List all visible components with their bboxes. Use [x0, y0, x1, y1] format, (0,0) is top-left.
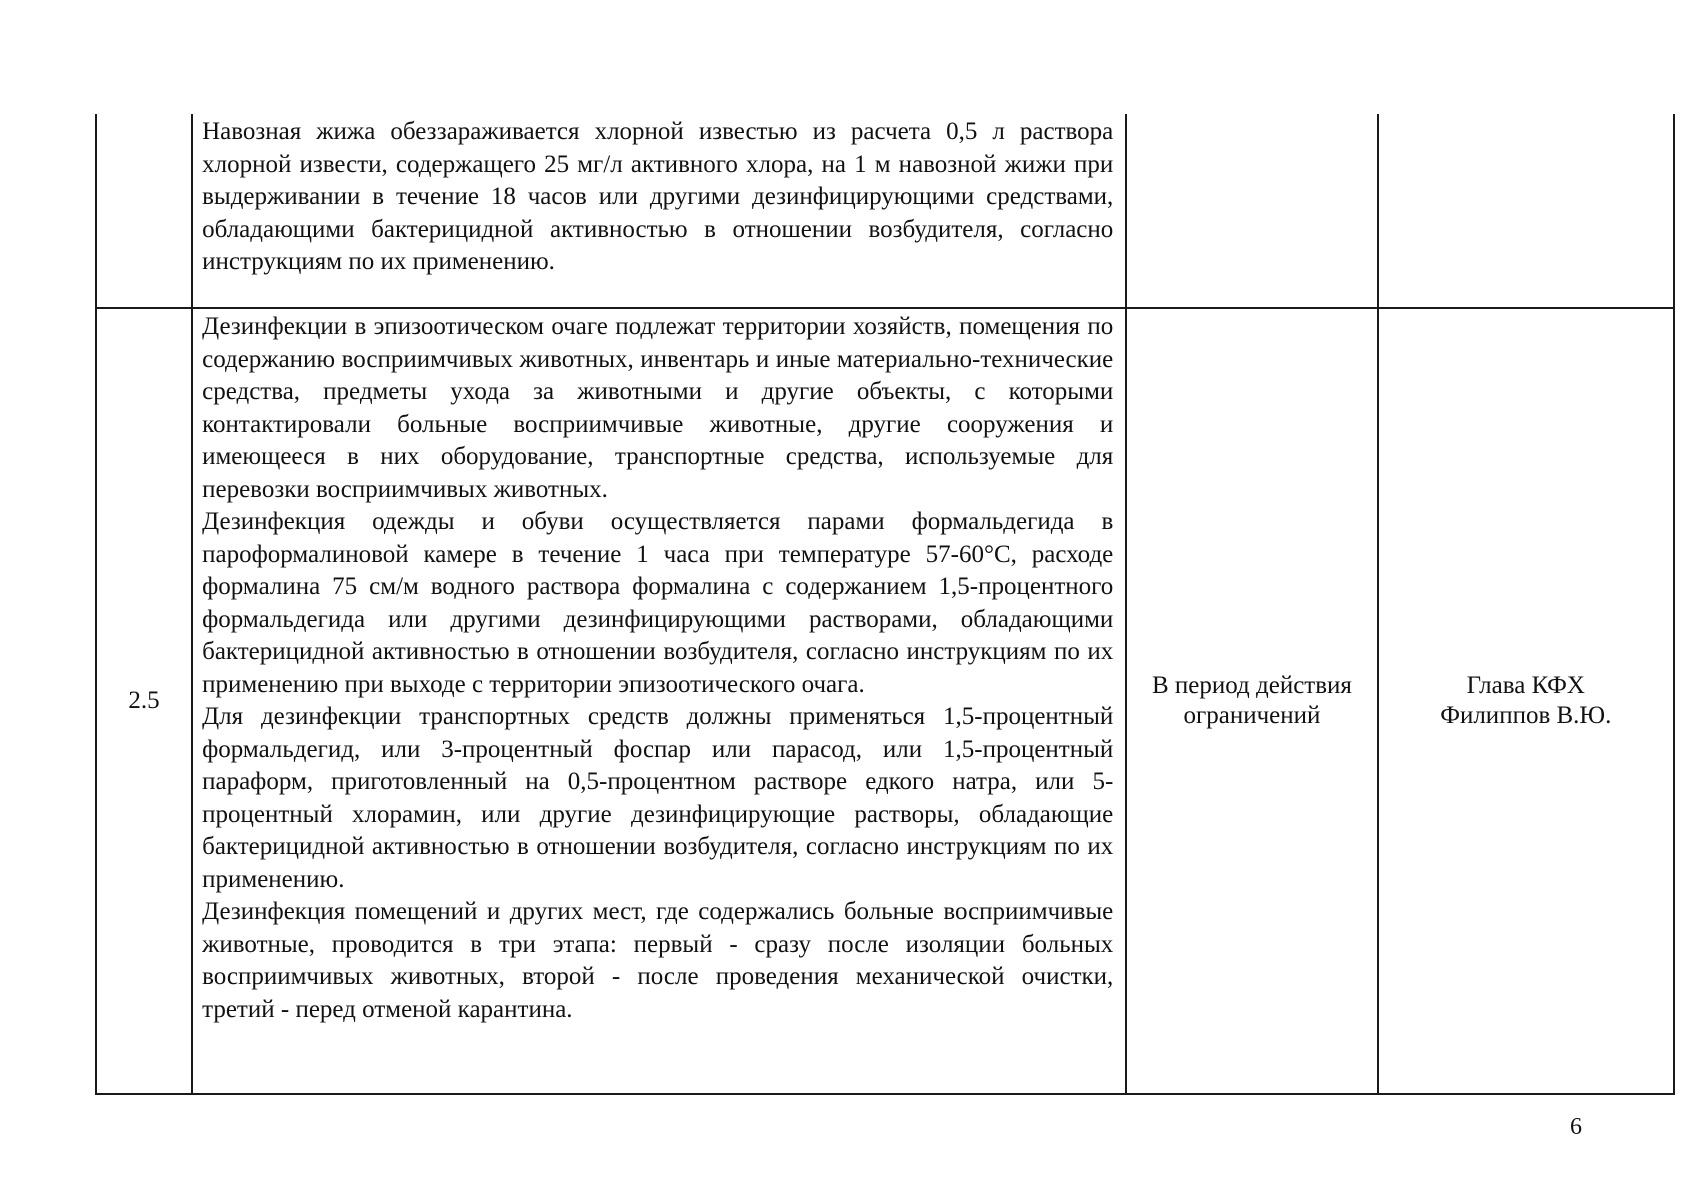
table-row: [96, 114, 1674, 308]
period-line: ограничений: [1183, 702, 1321, 729]
table-row: [96, 308, 1674, 1094]
measure-paragraph: Дезинфекции в эпизоотическом очаге подлежат территории хозяйств, помещения по содержанию восприимчивых животных, инвентарь и иные материально-технические средства, предметы ухода за животными и другие объекты, с которыми контактировали больные восприимчивые животные, другие сооружения и имеющееся в них оборудование, транспортные средства, используемые для перевозки восприимчивых животных.: [202, 313, 1114, 503]
period-line: В период действия: [1151, 672, 1352, 699]
responsible-line: Глава КФХ: [1466, 672, 1585, 699]
measure-paragraph: Дезинфекция одежды и обуви осуществляется парами формальдегида в пароформалиновой камере в течение 1 часа при температуре 57-60°С, расходе формалина 75 см/м водного раствора формалина с содержанием 1,5-процентного формальдегида или другими дезинфицирующими растворами, обладающими бактерицидной активностью в отношении возбудителя, согласно инструкциям по их применению при выходе с территории эпизоотического очага.: [202, 508, 1114, 698]
responsible-cell: [1378, 308, 1674, 1094]
period-cell: [1126, 308, 1377, 1094]
page-number: 6: [1570, 1114, 1582, 1140]
measure-text-cell: [192, 114, 1126, 308]
row-number-cell: 2.5: [96, 308, 192, 1094]
measure-paragraph: Для дезинфекции транспортных средств должны применяться 1,5-процентный формальдегид, или 3-процентный фоспар или парасод, или 1,5-процентный параформ, приготовленный на 0,5-процентном растворе едкого натра, или 5-процентный хлорамин, или другие дезинфицирующие растворы, обладающие бактерицидной активностью в отношении возбудителя, согласно инструкциям по их применению.: [202, 703, 1114, 893]
responsible-line: Филиппов В.Ю.: [1440, 702, 1612, 729]
responsible-cell: [1378, 114, 1674, 308]
measure-paragraph: Навозная жижа обеззараживается хлорной известью из расчета 0,5 л раствора хлорной извести, содержащего 25 мг/л активного хлора, на 1 м навозной жижи при выдерживании в течение 18 часов или другими дезинфицирующими средствами, обладающими бактерицидной активностью в отношении возбудителя, согласно инструкциям по их применению.: [202, 118, 1114, 275]
row-number-cell: [96, 114, 192, 308]
measures-table: [95, 114, 1675, 1095]
period-cell: [1126, 114, 1377, 308]
measure-paragraph: Дезинфекция помещений и других мест, где содержались больные восприимчивые животные, проводится в три этапа: первый - сразу после изоляции больных восприимчивых животных, второй - после проведения механической очистки, третий - перед отменой карантина.: [202, 898, 1114, 1023]
measure-text-cell: [192, 308, 1126, 1094]
